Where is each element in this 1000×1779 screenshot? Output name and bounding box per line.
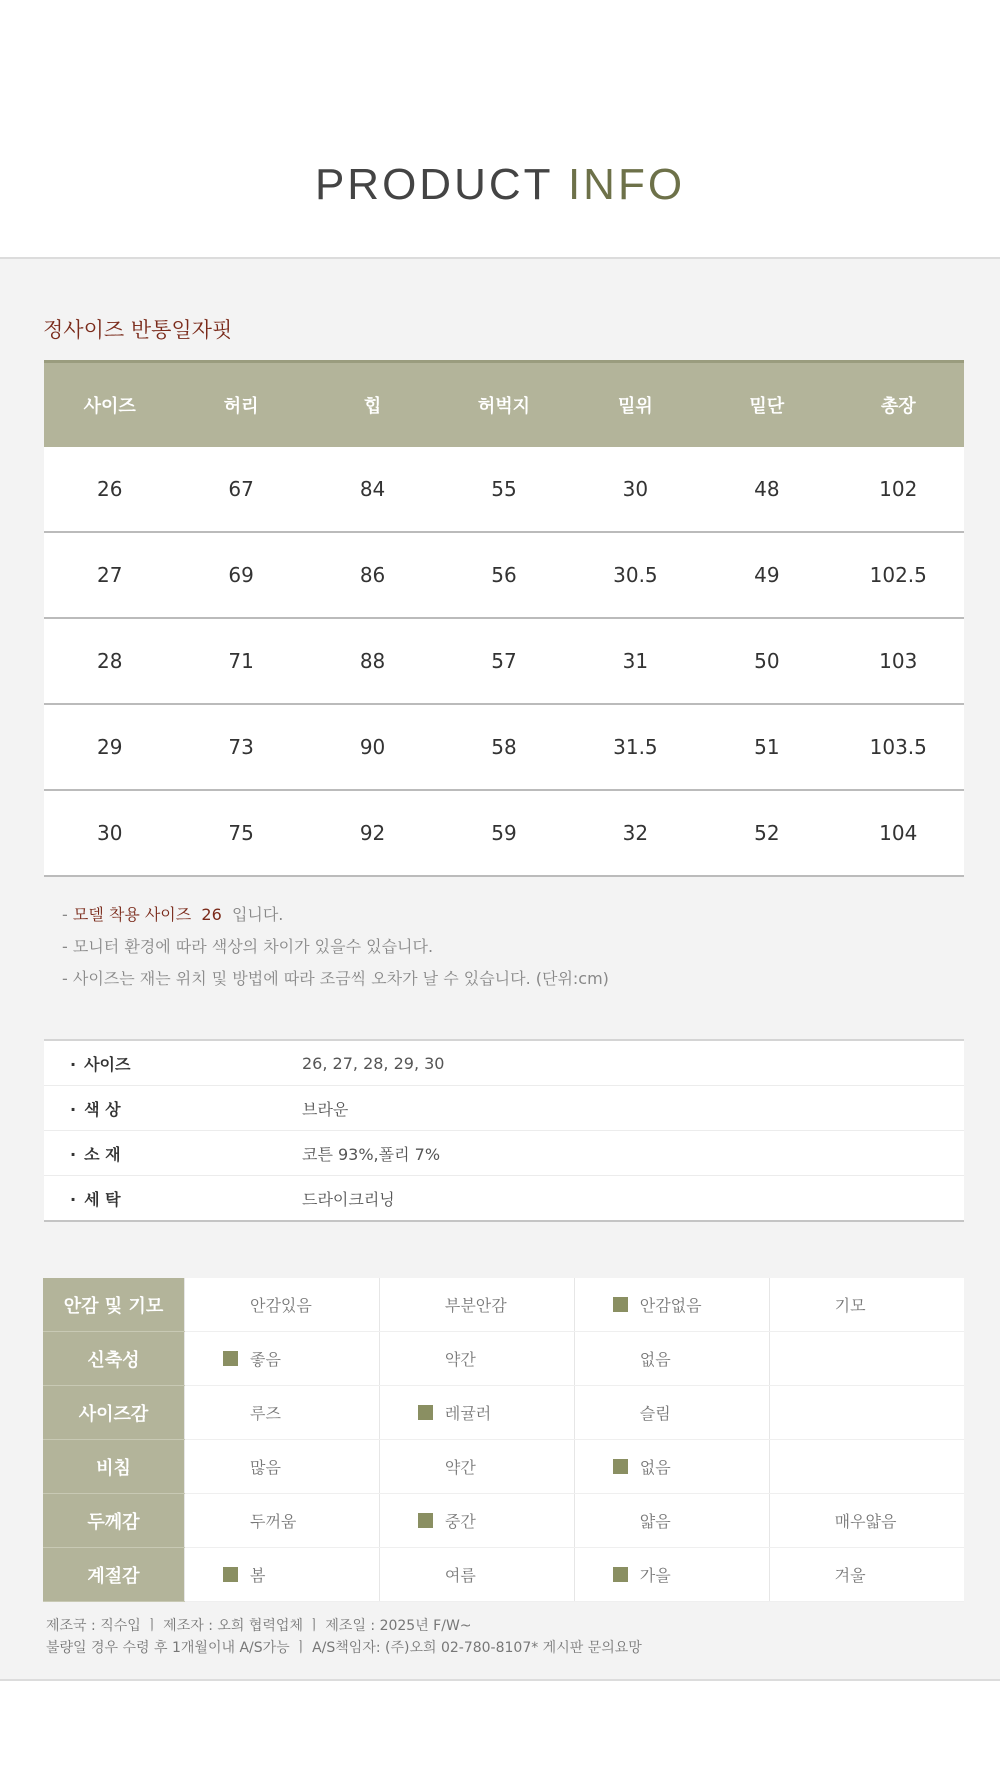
spec-row	[44, 1131, 964, 1176]
size-column-header: 총장	[833, 362, 964, 448]
size-cell: 75	[175, 790, 306, 876]
feel-option-cell	[185, 1386, 380, 1440]
size-cell: 92	[307, 790, 438, 876]
spec-label	[44, 1187, 302, 1210]
footer-info	[46, 1615, 642, 1659]
feel-option-label: 부분안감	[444, 1296, 507, 1315]
size-column-header: 허리	[175, 362, 306, 448]
size-column-header: 밑위	[570, 362, 701, 448]
size-column-header: 힙	[307, 362, 438, 448]
checked-square-icon	[418, 1405, 433, 1420]
feel-option-cell	[769, 1440, 964, 1494]
spec-label	[44, 1097, 302, 1120]
spec-row	[44, 1086, 964, 1131]
feel-option-cell	[769, 1548, 964, 1602]
bullet-icon: ·	[70, 1054, 77, 1074]
size-cell: 27	[44, 532, 175, 618]
table-row	[43, 1494, 964, 1548]
size-cell: 59	[438, 790, 569, 876]
spec-label-text: 사이즈	[84, 1054, 131, 1074]
checked-square-icon	[418, 1513, 433, 1528]
size-cell: 50	[701, 618, 832, 704]
feel-row-label: 계절감	[43, 1548, 185, 1602]
checked-square-icon	[613, 1459, 628, 1474]
size-cell: 57	[438, 618, 569, 704]
product-info-panel	[0, 259, 1000, 1681]
feel-table	[43, 1278, 964, 1602]
size-cell: 86	[307, 532, 438, 618]
page-title	[0, 160, 1000, 210]
size-cell: 71	[175, 618, 306, 704]
bullet-icon: ·	[70, 1189, 77, 1209]
model-size-suffix: 입니다.	[231, 905, 284, 924]
feel-option-label: 없음	[639, 1458, 671, 1477]
feel-option-label: 좋음	[250, 1350, 281, 1369]
table-row	[43, 1386, 964, 1440]
bullet-icon: ·	[70, 1144, 77, 1164]
feel-option-label: 약간	[444, 1458, 476, 1477]
model-size-value: 26	[201, 905, 222, 924]
table-row	[44, 532, 964, 618]
bullet-icon: ·	[70, 1099, 77, 1119]
size-cell: 31.5	[570, 704, 701, 790]
feel-option-label: 안감있음	[250, 1296, 312, 1315]
feel-row-label: 신축성	[43, 1332, 185, 1386]
feel-option-cell	[769, 1332, 964, 1386]
size-cell: 31	[570, 618, 701, 704]
feel-option-label: 많음	[250, 1458, 281, 1477]
feel-option-label: 슬림	[639, 1404, 671, 1423]
checked-square-icon	[613, 1567, 628, 1582]
feel-row-label: 두께감	[43, 1494, 185, 1548]
model-size-label: 모델 착용 사이즈	[72, 905, 192, 924]
measure-note: - 사이즈는 재는 위치 및 방법에 따라 조금씩 오차가 날 수 있습니다. (단위:cm)	[62, 969, 609, 988]
table-row	[44, 618, 964, 704]
feel-row-label: 안감 및 기모	[43, 1278, 185, 1332]
size-cell: 30.5	[570, 532, 701, 618]
size-cell: 30	[570, 447, 701, 532]
feel-option-cell	[379, 1278, 574, 1332]
spec-label-text: 색 상	[84, 1099, 121, 1119]
table-row	[44, 447, 964, 532]
size-table-header	[44, 362, 964, 448]
feel-option-cell	[574, 1494, 769, 1548]
size-cell: 26	[44, 447, 175, 532]
footer-line-2: 불량일 경우 수령 후 1개월이내 A/S가능 ㅣ A/S책임자: (주)오희 02-780-8107* 게시판 문의요망	[46, 1640, 642, 1656]
size-cell: 102	[833, 447, 964, 532]
feel-option-label: 봄	[250, 1566, 266, 1585]
feel-option-cell	[379, 1332, 574, 1386]
spec-value: 드라이크리닝	[302, 1189, 395, 1209]
table-row	[43, 1548, 964, 1602]
spec-row	[44, 1041, 964, 1086]
size-cell: 30	[44, 790, 175, 876]
spec-list	[44, 1039, 964, 1222]
title-accent: INFO	[567, 160, 686, 209]
feel-option-label: 레귤러	[444, 1404, 492, 1423]
spec-value: 26, 27, 28, 29, 30	[302, 1053, 445, 1073]
feel-option-label: 가을	[639, 1566, 671, 1585]
notes	[62, 899, 609, 995]
note-prefix: -	[62, 905, 73, 924]
feel-option-label: 기모	[834, 1296, 866, 1315]
feel-option-cell	[574, 1278, 769, 1332]
size-cell: 32	[570, 790, 701, 876]
size-cell: 58	[438, 704, 569, 790]
feel-option-cell	[379, 1440, 574, 1494]
size-cell: 28	[44, 618, 175, 704]
size-cell: 102.5	[833, 532, 964, 618]
size-cell: 56	[438, 532, 569, 618]
feel-option-label: 약간	[444, 1350, 476, 1369]
size-cell: 84	[307, 447, 438, 532]
checked-square-icon	[223, 1351, 238, 1366]
table-row	[44, 704, 964, 790]
size-column-header: 밑단	[701, 362, 832, 448]
size-cell: 48	[701, 447, 832, 532]
size-cell: 103	[833, 618, 964, 704]
size-cell: 88	[307, 618, 438, 704]
size-table	[44, 360, 964, 877]
spec-label-text: 세 탁	[84, 1189, 121, 1209]
spec-row	[44, 1176, 964, 1220]
feel-option-cell	[379, 1548, 574, 1602]
table-row	[43, 1332, 964, 1386]
feel-option-cell	[769, 1278, 964, 1332]
model-size-note	[62, 899, 609, 931]
feel-option-cell	[185, 1494, 380, 1548]
footer-line-1: 제조국 : 직수입 ㅣ 제조자 : 오희 협력업체 ㅣ 제조일 : 2025년 F/W~	[46, 1618, 472, 1634]
size-cell: 67	[175, 447, 306, 532]
feel-option-label: 두꺼움	[250, 1512, 297, 1531]
feel-option-cell	[185, 1548, 380, 1602]
feel-option-label: 여름	[444, 1566, 476, 1585]
title-main: PRODUCT	[314, 160, 568, 209]
monitor-note: - 모니터 환경에 따라 색상의 차이가 있을수 있습니다.	[62, 937, 434, 956]
spec-label-text: 소 재	[84, 1144, 121, 1164]
size-cell: 90	[307, 704, 438, 790]
size-column-header: 사이즈	[44, 362, 175, 448]
feel-option-cell	[769, 1386, 964, 1440]
spec-value: 브라운	[302, 1099, 349, 1119]
fit-name: 정사이즈 반통일자핏	[43, 318, 233, 342]
size-cell: 49	[701, 532, 832, 618]
feel-option-label: 얇음	[639, 1512, 671, 1531]
feel-option-label: 없음	[639, 1350, 671, 1369]
feel-option-cell	[379, 1494, 574, 1548]
size-cell: 104	[833, 790, 964, 876]
feel-row-label: 비침	[43, 1440, 185, 1494]
table-row	[44, 790, 964, 876]
feel-option-cell	[574, 1386, 769, 1440]
spec-label	[44, 1052, 302, 1075]
size-column-header: 허벅지	[438, 362, 569, 448]
feel-option-label: 중간	[444, 1512, 476, 1531]
size-cell: 51	[701, 704, 832, 790]
feel-option-cell	[769, 1494, 964, 1548]
checked-square-icon	[613, 1297, 628, 1312]
feel-option-cell	[379, 1386, 574, 1440]
feel-option-cell	[574, 1332, 769, 1386]
size-table-body	[44, 447, 964, 876]
feel-row-label: 사이즈감	[43, 1386, 185, 1440]
feel-option-cell	[185, 1440, 380, 1494]
checked-square-icon	[223, 1567, 238, 1582]
header	[0, 0, 1000, 259]
size-cell: 55	[438, 447, 569, 532]
feel-option-label: 겨울	[834, 1566, 866, 1585]
size-cell: 29	[44, 704, 175, 790]
table-row	[43, 1440, 964, 1494]
size-cell: 69	[175, 532, 306, 618]
feel-option-cell	[185, 1278, 380, 1332]
size-cell: 52	[701, 790, 832, 876]
size-cell: 73	[175, 704, 306, 790]
feel-option-cell	[574, 1440, 769, 1494]
spec-label	[44, 1142, 302, 1165]
spec-value: 코튼 93%,폴리 7%	[302, 1144, 441, 1164]
feel-option-label: 매우얇음	[834, 1512, 897, 1531]
feel-option-cell	[574, 1548, 769, 1602]
table-row	[43, 1278, 964, 1332]
feel-option-label: 안감없음	[639, 1296, 702, 1315]
feel-option-cell	[185, 1332, 380, 1386]
feel-option-label: 루즈	[250, 1404, 281, 1423]
size-cell: 103.5	[833, 704, 964, 790]
